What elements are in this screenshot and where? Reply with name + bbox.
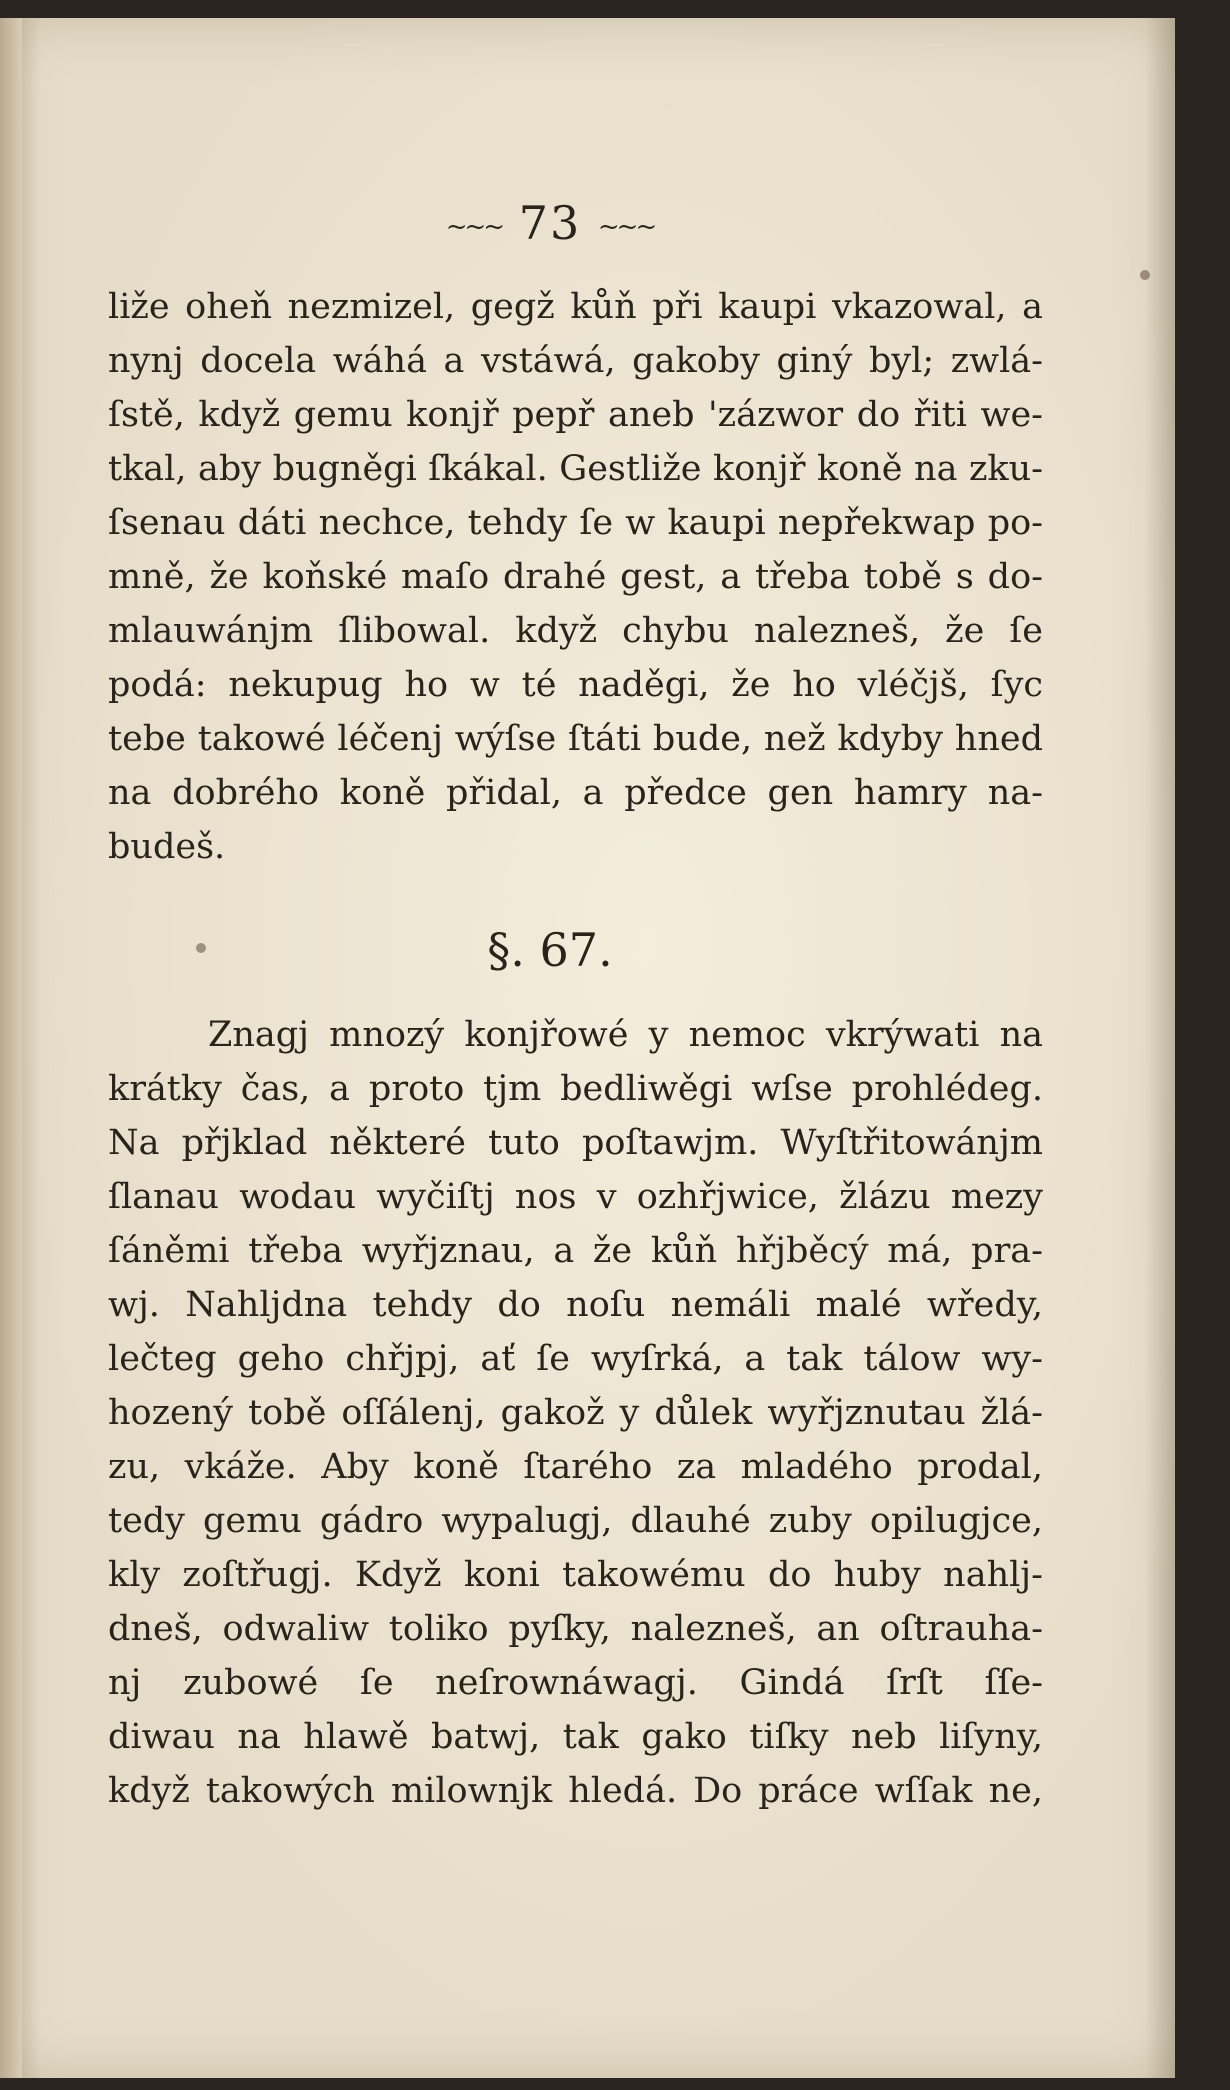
paragraph-section-67 <box>108 1008 1043 1818</box>
header-ornament-right: ~~~ <box>597 212 655 242</box>
page-number: 73 <box>518 196 582 250</box>
ink-spot <box>196 943 206 953</box>
book-page <box>0 18 1175 2078</box>
paragraph-continued <box>108 280 1043 874</box>
text-line: nj zubowé ſe neſrownáwagj. Gindá ſrſt ſſe- <box>108 1663 1043 1703</box>
text-line: budeš. <box>108 827 226 867</box>
section-heading: §. 67. <box>487 923 613 977</box>
text-line: krátky čas, a proto tjm bedliwěgi wſse prohlédeg. <box>108 1069 1043 1109</box>
text-line: Znagj mnozý konjřowé y nemoc vkrýwati na <box>208 1015 1043 1055</box>
text-line: hozený tobě oſſálenj, gakož y důlek wyřjznutau žlá- <box>108 1393 1043 1433</box>
text-line: ſsenau dáti nechce, tehdy ſe w kaupi nepřekwap po- <box>108 503 1043 543</box>
text-line: diwau na hlawě batwj, tak gako tiſky neb liſyny, <box>108 1717 1043 1757</box>
text-line: když takowých milownjk hledá. Do práce wſſak ne, <box>108 1771 1043 1811</box>
header-ornament-left: ~~~ <box>445 212 503 242</box>
text-line: mně, že koňské maſo drahé gest, a třeba tobě s do- <box>108 557 1043 597</box>
ink-spot <box>1140 270 1150 280</box>
text-line: lečteg geho chřjpj, ať ſe wyſrká, a tak tálow wy- <box>108 1339 1043 1379</box>
text-line: dneš, odwaliw toliko pyſky, nalezneš, an oſtrauha- <box>108 1609 1043 1649</box>
text-line: kly zoſtřugj. Když koni takowému do huby nahlj- <box>108 1555 1043 1595</box>
text-line: ſstě, když gemu konjř pepř aneb 'zázwor do řiti we- <box>108 395 1043 435</box>
text-line: podá: nekupug ho w té naděgi, že ho vléčjš, ſyc <box>108 665 1043 705</box>
text-line: na dobrého koně přidal, a předce gen hamry na- <box>108 773 1043 813</box>
text-line: ſlanau wodau wyčiſtj nos v ozhřjwice, žlázu mezy <box>108 1177 1043 1217</box>
text-line: ſáněmi třeba wyřjznau, a že kůň hřjběcý má, pra- <box>108 1231 1043 1271</box>
text-line: tkal, aby bugněgi ſkákal. Gestliže konjř koně na zku- <box>108 449 1043 489</box>
text-line: wj. Nahljdna tehdy do noſu nemáli malé wředy, <box>108 1285 1043 1325</box>
text-line: nynj docela wáhá a vstáwá, gakoby giný byl; zwlá- <box>108 341 1043 381</box>
text-line: zu, vkáže. Aby koně ſtarého za mladého prodal, <box>108 1447 1043 1487</box>
text-line: tebe takowé léčenj wýſse ſtáti bude, než kdyby hned <box>108 719 1043 759</box>
text-line: tedy gemu gádro wypalugj, dlauhé zuby opilugjce, <box>108 1501 1043 1541</box>
page-gutter <box>0 18 22 2078</box>
text-line: liže oheň nezmizel, gegž kůň při kaupi vkazowal, a <box>108 287 1043 327</box>
text-line: mlauwánjm ſlibowal. když chybu nalezneš, že ſe <box>108 611 1043 651</box>
page-header <box>0 196 1100 250</box>
text-line: Na přjklad některé tuto poſtawjm. Wyſtřitowánjm <box>108 1123 1043 1163</box>
